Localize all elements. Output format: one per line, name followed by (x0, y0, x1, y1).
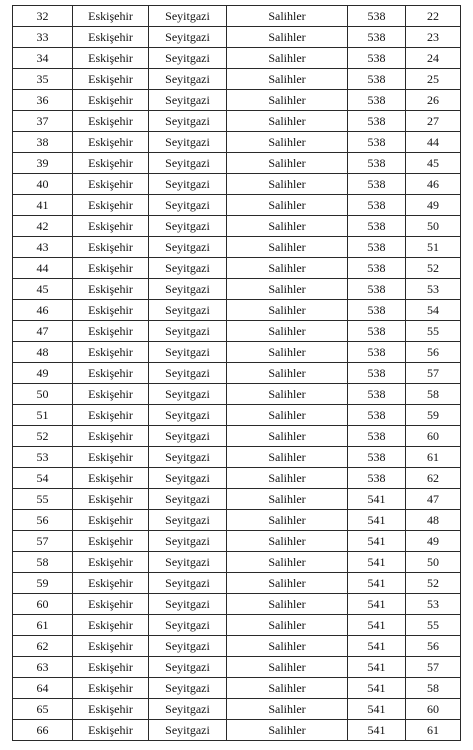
table-row (13, 573, 461, 594)
neighborhood-cell: Salihler (227, 615, 348, 636)
neighborhood-cell: Salihler (227, 111, 348, 132)
province-cell: Eskişehir (73, 237, 149, 258)
table-row (13, 111, 461, 132)
block-cell: 541 (348, 636, 406, 657)
row-number-cell: 52 (13, 426, 73, 447)
neighborhood-cell: Salihler (227, 468, 348, 489)
district-cell: Seyitgazi (149, 237, 227, 258)
district-cell: Seyitgazi (149, 69, 227, 90)
table-row (13, 468, 461, 489)
block-cell: 541 (348, 720, 406, 741)
province-cell: Eskişehir (73, 342, 149, 363)
table-row (13, 342, 461, 363)
table-row (13, 258, 461, 279)
province-cell: Eskişehir (73, 90, 149, 111)
district-cell: Seyitgazi (149, 636, 227, 657)
district-cell: Seyitgazi (149, 468, 227, 489)
parcel-cell: 55 (406, 321, 461, 342)
neighborhood-cell: Salihler (227, 447, 348, 468)
neighborhood-cell: Salihler (227, 6, 348, 27)
neighborhood-cell: Salihler (227, 720, 348, 741)
district-cell: Seyitgazi (149, 279, 227, 300)
block-cell: 538 (348, 27, 406, 48)
table-row (13, 69, 461, 90)
district-cell: Seyitgazi (149, 405, 227, 426)
table-row (13, 552, 461, 573)
parcel-cell: 47 (406, 489, 461, 510)
parcel-cell: 57 (406, 657, 461, 678)
table-row (13, 489, 461, 510)
province-cell: Eskişehir (73, 258, 149, 279)
province-cell: Eskişehir (73, 510, 149, 531)
neighborhood-cell: Salihler (227, 300, 348, 321)
table-row (13, 363, 461, 384)
province-cell: Eskişehir (73, 489, 149, 510)
table-row (13, 300, 461, 321)
parcel-cell: 23 (406, 27, 461, 48)
province-cell: Eskişehir (73, 195, 149, 216)
row-number-cell: 66 (13, 720, 73, 741)
row-number-cell: 63 (13, 657, 73, 678)
block-cell: 541 (348, 657, 406, 678)
parcel-cell: 53 (406, 594, 461, 615)
district-cell: Seyitgazi (149, 447, 227, 468)
block-cell: 541 (348, 552, 406, 573)
table-row (13, 699, 461, 720)
parcel-table-body (13, 6, 461, 741)
row-number-cell: 54 (13, 468, 73, 489)
district-cell: Seyitgazi (149, 342, 227, 363)
neighborhood-cell: Salihler (227, 132, 348, 153)
neighborhood-cell: Salihler (227, 153, 348, 174)
neighborhood-cell: Salihler (227, 258, 348, 279)
table-row (13, 237, 461, 258)
province-cell: Eskişehir (73, 279, 149, 300)
row-number-cell: 36 (13, 90, 73, 111)
province-cell: Eskişehir (73, 531, 149, 552)
parcel-cell: 51 (406, 237, 461, 258)
row-number-cell: 37 (13, 111, 73, 132)
block-cell: 538 (348, 174, 406, 195)
row-number-cell: 61 (13, 615, 73, 636)
province-cell: Eskişehir (73, 111, 149, 132)
district-cell: Seyitgazi (149, 300, 227, 321)
province-cell: Eskişehir (73, 48, 149, 69)
parcel-cell: 54 (406, 300, 461, 321)
district-cell: Seyitgazi (149, 90, 227, 111)
block-cell: 538 (348, 321, 406, 342)
parcel-cell: 45 (406, 153, 461, 174)
row-number-cell: 33 (13, 27, 73, 48)
district-cell: Seyitgazi (149, 216, 227, 237)
table-row (13, 153, 461, 174)
district-cell: Seyitgazi (149, 531, 227, 552)
district-cell: Seyitgazi (149, 174, 227, 195)
district-cell: Seyitgazi (149, 195, 227, 216)
parcel-cell: 50 (406, 216, 461, 237)
neighborhood-cell: Salihler (227, 699, 348, 720)
block-cell: 538 (348, 384, 406, 405)
row-number-cell: 47 (13, 321, 73, 342)
parcel-cell: 49 (406, 195, 461, 216)
row-number-cell: 50 (13, 384, 73, 405)
table-row (13, 174, 461, 195)
district-cell: Seyitgazi (149, 678, 227, 699)
row-number-cell: 48 (13, 342, 73, 363)
province-cell: Eskişehir (73, 69, 149, 90)
province-cell: Eskişehir (73, 447, 149, 468)
block-cell: 538 (348, 447, 406, 468)
parcel-cell: 49 (406, 531, 461, 552)
table-row (13, 615, 461, 636)
table-row (13, 636, 461, 657)
block-cell: 538 (348, 342, 406, 363)
row-number-cell: 34 (13, 48, 73, 69)
row-number-cell: 55 (13, 489, 73, 510)
row-number-cell: 59 (13, 573, 73, 594)
parcel-cell: 27 (406, 111, 461, 132)
neighborhood-cell: Salihler (227, 510, 348, 531)
row-number-cell: 42 (13, 216, 73, 237)
province-cell: Eskişehir (73, 573, 149, 594)
table-row (13, 384, 461, 405)
block-cell: 541 (348, 510, 406, 531)
parcel-cell: 52 (406, 258, 461, 279)
parcel-cell: 22 (406, 6, 461, 27)
district-cell: Seyitgazi (149, 720, 227, 741)
block-cell: 541 (348, 594, 406, 615)
table-row (13, 594, 461, 615)
row-number-cell: 56 (13, 510, 73, 531)
block-cell: 541 (348, 573, 406, 594)
block-cell: 538 (348, 195, 406, 216)
neighborhood-cell: Salihler (227, 636, 348, 657)
province-cell: Eskişehir (73, 426, 149, 447)
block-cell: 538 (348, 69, 406, 90)
parcel-table (12, 5, 461, 741)
province-cell: Eskişehir (73, 216, 149, 237)
district-cell: Seyitgazi (149, 657, 227, 678)
district-cell: Seyitgazi (149, 510, 227, 531)
row-number-cell: 43 (13, 237, 73, 258)
table-row (13, 657, 461, 678)
block-cell: 538 (348, 132, 406, 153)
block-cell: 538 (348, 363, 406, 384)
parcel-cell: 61 (406, 447, 461, 468)
parcel-cell: 59 (406, 405, 461, 426)
row-number-cell: 38 (13, 132, 73, 153)
table-row (13, 279, 461, 300)
neighborhood-cell: Salihler (227, 237, 348, 258)
row-number-cell: 53 (13, 447, 73, 468)
neighborhood-cell: Salihler (227, 531, 348, 552)
row-number-cell: 64 (13, 678, 73, 699)
parcel-cell: 57 (406, 363, 461, 384)
province-cell: Eskişehir (73, 699, 149, 720)
document-page (12, 5, 460, 741)
row-number-cell: 32 (13, 6, 73, 27)
block-cell: 541 (348, 615, 406, 636)
parcel-cell: 58 (406, 678, 461, 699)
table-row (13, 720, 461, 741)
district-cell: Seyitgazi (149, 384, 227, 405)
parcel-cell: 44 (406, 132, 461, 153)
province-cell: Eskişehir (73, 594, 149, 615)
neighborhood-cell: Salihler (227, 426, 348, 447)
table-row (13, 510, 461, 531)
block-cell: 538 (348, 405, 406, 426)
neighborhood-cell: Salihler (227, 573, 348, 594)
table-row (13, 90, 461, 111)
neighborhood-cell: Salihler (227, 552, 348, 573)
row-number-cell: 60 (13, 594, 73, 615)
block-cell: 538 (348, 6, 406, 27)
block-cell: 538 (348, 468, 406, 489)
block-cell: 541 (348, 531, 406, 552)
row-number-cell: 39 (13, 153, 73, 174)
row-number-cell: 65 (13, 699, 73, 720)
table-row (13, 531, 461, 552)
table-row (13, 6, 461, 27)
district-cell: Seyitgazi (149, 615, 227, 636)
district-cell: Seyitgazi (149, 489, 227, 510)
table-row (13, 678, 461, 699)
district-cell: Seyitgazi (149, 573, 227, 594)
district-cell: Seyitgazi (149, 699, 227, 720)
table-row (13, 195, 461, 216)
block-cell: 538 (348, 279, 406, 300)
block-cell: 541 (348, 678, 406, 699)
neighborhood-cell: Salihler (227, 69, 348, 90)
row-number-cell: 57 (13, 531, 73, 552)
row-number-cell: 45 (13, 279, 73, 300)
block-cell: 541 (348, 699, 406, 720)
row-number-cell: 46 (13, 300, 73, 321)
parcel-cell: 46 (406, 174, 461, 195)
row-number-cell: 49 (13, 363, 73, 384)
neighborhood-cell: Salihler (227, 678, 348, 699)
district-cell: Seyitgazi (149, 363, 227, 384)
district-cell: Seyitgazi (149, 552, 227, 573)
province-cell: Eskişehir (73, 615, 149, 636)
province-cell: Eskişehir (73, 132, 149, 153)
row-number-cell: 35 (13, 69, 73, 90)
neighborhood-cell: Salihler (227, 489, 348, 510)
row-number-cell: 58 (13, 552, 73, 573)
neighborhood-cell: Salihler (227, 195, 348, 216)
neighborhood-cell: Salihler (227, 384, 348, 405)
province-cell: Eskişehir (73, 6, 149, 27)
block-cell: 538 (348, 300, 406, 321)
table-row (13, 27, 461, 48)
province-cell: Eskişehir (73, 678, 149, 699)
table-row (13, 447, 461, 468)
province-cell: Eskişehir (73, 363, 149, 384)
parcel-cell: 48 (406, 510, 461, 531)
block-cell: 538 (348, 216, 406, 237)
province-cell: Eskişehir (73, 405, 149, 426)
province-cell: Eskişehir (73, 321, 149, 342)
province-cell: Eskişehir (73, 657, 149, 678)
province-cell: Eskişehir (73, 636, 149, 657)
district-cell: Seyitgazi (149, 594, 227, 615)
province-cell: Eskişehir (73, 27, 149, 48)
province-cell: Eskişehir (73, 300, 149, 321)
district-cell: Seyitgazi (149, 153, 227, 174)
table-row (13, 132, 461, 153)
neighborhood-cell: Salihler (227, 48, 348, 69)
parcel-cell: 52 (406, 573, 461, 594)
neighborhood-cell: Salihler (227, 342, 348, 363)
province-cell: Eskişehir (73, 384, 149, 405)
parcel-cell: 62 (406, 468, 461, 489)
province-cell: Eskişehir (73, 720, 149, 741)
neighborhood-cell: Salihler (227, 174, 348, 195)
block-cell: 538 (348, 48, 406, 69)
row-number-cell: 44 (13, 258, 73, 279)
parcel-cell: 53 (406, 279, 461, 300)
table-row (13, 405, 461, 426)
table-row (13, 216, 461, 237)
neighborhood-cell: Salihler (227, 279, 348, 300)
parcel-cell: 24 (406, 48, 461, 69)
district-cell: Seyitgazi (149, 426, 227, 447)
parcel-cell: 56 (406, 636, 461, 657)
neighborhood-cell: Salihler (227, 321, 348, 342)
block-cell: 538 (348, 90, 406, 111)
row-number-cell: 62 (13, 636, 73, 657)
parcel-cell: 26 (406, 90, 461, 111)
row-number-cell: 51 (13, 405, 73, 426)
district-cell: Seyitgazi (149, 321, 227, 342)
district-cell: Seyitgazi (149, 111, 227, 132)
parcel-cell: 60 (406, 426, 461, 447)
table-row (13, 426, 461, 447)
block-cell: 538 (348, 258, 406, 279)
province-cell: Eskişehir (73, 153, 149, 174)
block-cell: 538 (348, 426, 406, 447)
district-cell: Seyitgazi (149, 6, 227, 27)
neighborhood-cell: Salihler (227, 363, 348, 384)
neighborhood-cell: Salihler (227, 216, 348, 237)
parcel-cell: 50 (406, 552, 461, 573)
district-cell: Seyitgazi (149, 132, 227, 153)
parcel-cell: 56 (406, 342, 461, 363)
neighborhood-cell: Salihler (227, 405, 348, 426)
table-row (13, 321, 461, 342)
row-number-cell: 40 (13, 174, 73, 195)
province-cell: Eskişehir (73, 174, 149, 195)
block-cell: 538 (348, 153, 406, 174)
district-cell: Seyitgazi (149, 48, 227, 69)
neighborhood-cell: Salihler (227, 27, 348, 48)
neighborhood-cell: Salihler (227, 90, 348, 111)
district-cell: Seyitgazi (149, 258, 227, 279)
parcel-cell: 61 (406, 720, 461, 741)
block-cell: 541 (348, 489, 406, 510)
block-cell: 538 (348, 237, 406, 258)
parcel-cell: 25 (406, 69, 461, 90)
block-cell: 538 (348, 111, 406, 132)
parcel-cell: 60 (406, 699, 461, 720)
table-row (13, 48, 461, 69)
row-number-cell: 41 (13, 195, 73, 216)
parcel-cell: 55 (406, 615, 461, 636)
district-cell: Seyitgazi (149, 27, 227, 48)
neighborhood-cell: Salihler (227, 594, 348, 615)
province-cell: Eskişehir (73, 552, 149, 573)
province-cell: Eskişehir (73, 468, 149, 489)
neighborhood-cell: Salihler (227, 657, 348, 678)
parcel-cell: 58 (406, 384, 461, 405)
